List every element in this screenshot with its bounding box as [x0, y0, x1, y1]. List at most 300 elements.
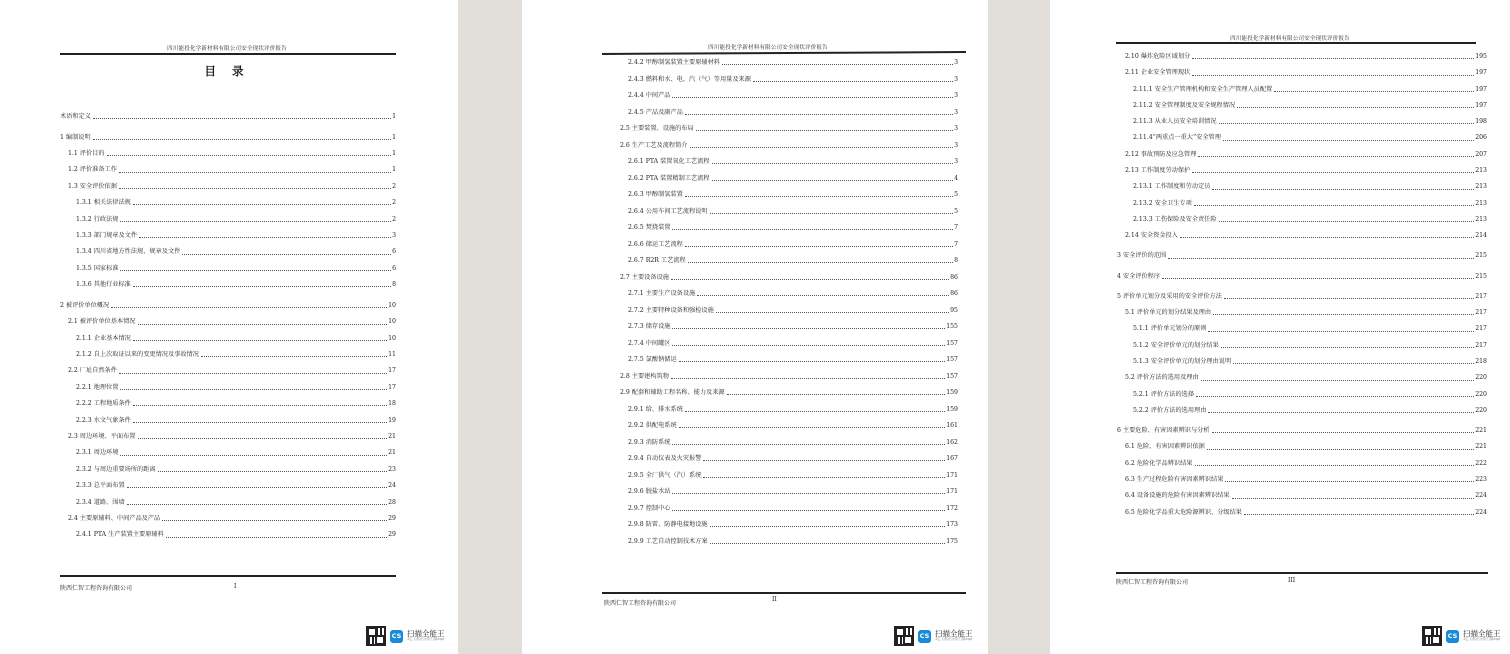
- toc-leader-dots: [703, 477, 945, 478]
- toc-entry: [612, 489, 958, 495]
- toc-entry-title: 5 评价单元划分及采用的安全评价方法: [1117, 292, 1222, 300]
- toc-entry-title: 2.9.1 给、排水系统: [628, 405, 683, 413]
- footer-rule: [602, 592, 966, 594]
- scanner-name: 扫描全能王: [407, 628, 445, 638]
- toc-leader-dots: [671, 279, 949, 280]
- qr-code-icon: [1422, 626, 1442, 646]
- toc-entry-page: 5: [954, 191, 958, 198]
- toc-entry: [612, 473, 958, 479]
- toc-leader-dots: [201, 356, 387, 357]
- toc-entry-title: 2.14 安全资金投入: [1125, 232, 1178, 240]
- toc-entry-title: 2.11.3 从业人员安全培训情况: [1133, 118, 1217, 126]
- toc-entry-page: 29: [388, 515, 396, 522]
- header-rule: [60, 53, 396, 55]
- toc-leader-dots: [1223, 140, 1474, 141]
- toc-entry-title: 2.1.2 自上次取证以来的变更情况及事故情况: [76, 351, 199, 359]
- page-sheet: [568, 0, 968, 620]
- document-page-3: [1050, 0, 1510, 654]
- toc-leader-dots: [672, 444, 945, 445]
- scanner-badge: [1422, 626, 1501, 646]
- toc-entry-title: 2.13.2 安全卫生专项: [1133, 199, 1192, 207]
- footer-company: 陕西仁智工程咨询有限公司: [60, 585, 133, 592]
- toc-leader-dots: [138, 324, 388, 325]
- toc-entry: [60, 233, 396, 239]
- toc-entry-page: 7: [954, 240, 958, 248]
- toc-entry-page: 207: [1475, 150, 1487, 158]
- toc-leader-dots: [1224, 298, 1474, 299]
- toc-entry: [612, 423, 958, 429]
- toc-leader-dots: [697, 295, 949, 296]
- toc-entry-page: 171: [946, 471, 958, 479]
- toc-entry-page: 215: [1475, 272, 1487, 280]
- toc-entry-page: 1: [392, 166, 396, 174]
- camscanner-logo-icon: CS: [918, 630, 931, 643]
- toc-leader-dots: [710, 526, 946, 527]
- toc-entry-title: 5.1 评价单元的划分结果及理由: [1125, 309, 1212, 317]
- toc-leader-dots: [162, 520, 387, 521]
- toc-entry: [60, 167, 396, 173]
- toc-entry-page: 217: [1475, 292, 1487, 300]
- toc-entry-page: 175: [946, 537, 958, 545]
- toc-leader-dots: [1213, 314, 1474, 315]
- toc-entry: [1117, 461, 1487, 467]
- page-title: 目 录: [204, 64, 250, 78]
- toc-entry: [60, 319, 396, 325]
- toc-entry: [60, 114, 396, 120]
- toc-entry-title: 1.3.4 四川省地方性法规、规章及文件: [76, 248, 181, 256]
- toc-entry-title: 2.6.4 公用车间工艺流程说明: [628, 207, 708, 215]
- toc-entry: [1117, 428, 1487, 434]
- toc-leader-dots: [672, 97, 953, 98]
- toc-entry-page: 218: [1475, 358, 1487, 366]
- toc-leader-dots: [166, 537, 387, 538]
- toc-leader-dots: [672, 345, 945, 346]
- toc-entry: [60, 249, 396, 255]
- toc-entry: [612, 324, 958, 330]
- page-header: 四川能投化学新材料有限公司安全现状评价报告: [167, 46, 287, 52]
- toc-entry-page: 217: [1475, 309, 1487, 317]
- toc-entry: [612, 159, 958, 165]
- toc-entry-title: 2.7.1 主要生产设备设施: [628, 290, 696, 297]
- toc-leader-dots: [716, 312, 949, 313]
- toc-entry-title: 2.9.4 自动仪表及火灾报警: [628, 455, 702, 462]
- toc-leader-dots: [672, 229, 953, 230]
- toc-entry-title: 2.2.2 工程地质条件: [76, 400, 131, 408]
- toc-entry-title: 2 被评价单位概况: [60, 301, 110, 309]
- scanner-badge: [366, 626, 445, 646]
- qr-code-icon: [894, 626, 914, 646]
- toc-entry-page: 21: [388, 433, 396, 441]
- toc-entry: [60, 450, 396, 456]
- toc-entry-title: 3 安全评价的范围: [1117, 252, 1167, 260]
- toc-entry: [612, 242, 958, 248]
- toc-entry-title: 2.2.3 水文气象条件: [76, 416, 131, 424]
- toc-entry-title: 2.11 企业安全管理现状: [1125, 69, 1191, 77]
- toc-entry: [612, 506, 958, 512]
- toc-entry-title: 2.11.4“两重点一重大”安全管理: [1133, 134, 1221, 142]
- toc-entry: [612, 126, 958, 132]
- toc-leader-dots: [685, 114, 953, 115]
- toc-entry: [612, 60, 958, 66]
- toc-entry-title: 6.2 危险化学品辨识结果: [1125, 459, 1193, 467]
- toc-leader-dots: [753, 81, 953, 82]
- toc-entry-page: 157: [946, 372, 958, 380]
- toc-leader-dots: [1201, 380, 1475, 381]
- toc-entry-title: 5.1.1 评价单元划分的原则: [1133, 325, 1207, 333]
- toc-entry: [612, 291, 958, 297]
- toc-entry: [60, 467, 396, 473]
- toc-leader-dots: [107, 155, 392, 156]
- toc-entry-title: 2.12 事故预防及应急管理: [1125, 150, 1197, 158]
- toc-entry: [60, 282, 396, 288]
- toc-entry: [612, 143, 958, 149]
- toc-entry-title: 6.3 生产过程危险有害因素辨识结果: [1125, 476, 1224, 484]
- page-gap: [458, 0, 522, 654]
- toc-leader-dots: [671, 378, 945, 379]
- toc-entry-page: 3: [954, 75, 958, 83]
- toc-leader-dots: [685, 246, 953, 247]
- toc-entry-title: 6.4 设备设施的危险有害因素辨识结果: [1125, 492, 1230, 500]
- toc-leader-dots: [1219, 221, 1475, 222]
- toc-leader-dots: [1168, 258, 1474, 259]
- toc-entry-title: 1.2 评价准备工作: [68, 166, 117, 174]
- toc-entry-title: 2.4.2 甲醇制氢装置主要原辅材料: [628, 59, 720, 66]
- toc-entry-page: 6: [392, 248, 396, 256]
- toc-entry-title: 2.9.3 消防系统: [628, 438, 671, 446]
- toc-entry-title: 2.8 主要建构筑物: [620, 372, 669, 380]
- toc-entry: [612, 275, 958, 281]
- toc-entry-page: 95: [950, 306, 958, 314]
- toc-entry-title: 4 安全评价程序: [1117, 272, 1161, 280]
- toc-entry-title: 2.9 配套和辅助工程名称、能力及来源: [620, 389, 725, 396]
- toc-leader-dots: [127, 504, 387, 505]
- toc-leader-dots: [1192, 75, 1474, 76]
- toc-entry-title: 2.6.7 R2R 工艺流程: [628, 257, 686, 264]
- toc-leader-dots: [1192, 58, 1474, 59]
- toc-entry: [1117, 70, 1487, 76]
- toc-entry: [1117, 294, 1487, 300]
- toc-entry-page: 21: [388, 449, 396, 457]
- toc-entry-page: 17: [388, 383, 396, 391]
- toc-entry-page: 197: [1475, 101, 1487, 109]
- toc-leader-dots: [1274, 91, 1474, 92]
- scanner-badge: [894, 626, 973, 646]
- toc-entry-page: 173: [946, 521, 958, 528]
- toc-entry: [612, 110, 958, 116]
- toc-entry: [1117, 310, 1487, 316]
- toc-leader-dots: [712, 163, 953, 164]
- toc-entry: [1117, 87, 1487, 93]
- toc-entry-title: 2.3.1 周边环境: [76, 449, 119, 457]
- toc-entry-page: 7: [954, 224, 958, 231]
- toc-entry: [1117, 392, 1487, 398]
- toc-entry-title: 1.1 评价目的: [68, 150, 105, 158]
- toc-entry: [60, 200, 396, 206]
- toc-entry: [60, 135, 396, 141]
- toc-entry-title: 2.11.1 安全生产管理机构和安全生产管理人员配置: [1133, 85, 1273, 93]
- toc-leader-dots: [712, 180, 953, 181]
- toc-entry-page: 213: [1475, 215, 1487, 223]
- toc-entry-page: 5: [954, 207, 958, 215]
- toc-entry-page: 3: [954, 141, 958, 149]
- toc-entry: [60, 532, 396, 538]
- toc-entry-page: 10: [388, 334, 396, 342]
- toc-leader-dots: [679, 427, 946, 428]
- toc-leader-dots: [1212, 432, 1475, 433]
- page-number: II: [772, 596, 777, 603]
- page-header: 四川能投化学新材料有限公司安全现状评价报告: [1230, 36, 1350, 42]
- toc-entry-title: 2.9.9 工艺自动控制技术方案: [628, 537, 708, 545]
- toc-entry-page: 215: [1475, 252, 1487, 260]
- toc-leader-dots: [111, 307, 387, 308]
- toc-leader-dots: [93, 118, 391, 119]
- toc-list: [60, 114, 396, 539]
- toc-entry-title: 2.10 爆炸危险区域划分: [1125, 53, 1191, 60]
- toc-entry-title: 2.2 厂址自然条件: [68, 367, 117, 375]
- toc-entry-page: 217: [1475, 341, 1487, 349]
- toc-entry: [1117, 326, 1487, 332]
- toc-entry-title: 6.1 危险、有害因素辨识依据: [1125, 443, 1205, 451]
- toc-entry-page: 18: [388, 400, 396, 408]
- toc-leader-dots: [679, 361, 946, 362]
- toc-entry-page: 172: [946, 504, 958, 512]
- toc-entry-title: 2.7.4 中间罐区: [628, 339, 671, 347]
- toc-leader-dots: [722, 64, 953, 65]
- toc-entry-page: 2: [392, 199, 396, 207]
- toc-entry-title: 2.7.3 储存设施: [628, 323, 671, 330]
- toc-leader-dots: [120, 221, 391, 222]
- toc-leader-dots: [127, 487, 387, 488]
- toc-entry-title: 2.3 周边环境、平面布置: [68, 433, 136, 441]
- toc-entry: [1117, 201, 1487, 207]
- toc-entry: [1117, 253, 1487, 259]
- toc-entry-page: 8: [392, 281, 396, 289]
- toc-leader-dots: [1244, 514, 1474, 515]
- toc-entry-title: 5.2.2 评价方法的选用理由: [1133, 406, 1207, 414]
- toc-entry-title: 2.9.2 供配电系统: [628, 422, 677, 429]
- toc-entry-page: 171: [946, 488, 958, 495]
- toc-entry-title: 2.6.3 甲醇制氢装置: [628, 191, 683, 198]
- toc-entry: [1117, 510, 1487, 516]
- toc-entry-page: 220: [1475, 390, 1487, 398]
- toc-entry: [1117, 119, 1487, 125]
- toc-entry: [612, 539, 958, 545]
- toc-entry-page: 224: [1475, 508, 1487, 516]
- toc-leader-dots: [703, 460, 945, 461]
- toc-entry-title: 2.6.6 储运工艺流程: [628, 240, 683, 248]
- toc-entry-page: 3: [954, 158, 958, 165]
- toc-leader-dots: [1221, 347, 1474, 348]
- toc-entry-page: 3: [954, 59, 958, 66]
- toc-entry-title: 2.6.5 焚烧装置: [628, 224, 671, 231]
- toc-entry: [1117, 359, 1487, 365]
- toc-leader-dots: [1212, 189, 1474, 190]
- toc-leader-dots: [1198, 156, 1474, 157]
- toc-entry-title: 1.3.5 国家标准: [76, 264, 119, 272]
- footer-rule: [60, 575, 396, 577]
- page-sheet: [1080, 0, 1500, 615]
- toc-entry-page: 224: [1475, 492, 1487, 500]
- toc-entry: [612, 93, 958, 99]
- toc-leader-dots: [1237, 107, 1474, 108]
- scanner-tagline: 3亿人都在用的扫描App: [407, 637, 445, 642]
- toc-leader-dots: [696, 130, 953, 131]
- toc-entry-title: 2.9.8 防雷、防静电接地设施: [628, 521, 708, 528]
- toc-entry-title: 2.3.4 道路、围墙: [76, 498, 125, 506]
- toc-entry-title: 5.2.1 评价方法的选择: [1133, 390, 1195, 398]
- toc-leader-dots: [119, 188, 391, 189]
- toc-entry-page: 1: [392, 133, 396, 141]
- toc-entry-page: 11: [388, 351, 396, 359]
- toc-leader-dots: [672, 328, 945, 329]
- toc-leader-dots: [688, 262, 953, 263]
- toc-leader-dots: [685, 411, 945, 412]
- page-header: 四川能投化学新材料有限公司安全现状评价报告: [708, 45, 828, 51]
- toc-list: [1117, 54, 1487, 516]
- toc-entry-page: 86: [950, 273, 958, 281]
- toc-entry-title: 2.11.2 安全管理制度及安全规程情况: [1133, 101, 1236, 109]
- toc-entry-page: 1: [392, 113, 396, 120]
- toc-leader-dots: [93, 139, 391, 140]
- toc-entry: [612, 522, 958, 528]
- toc-leader-dots: [1208, 412, 1474, 413]
- toc-entry: [612, 192, 958, 198]
- toc-entry-page: 220: [1475, 406, 1487, 414]
- toc-entry-title: 1.3.2 行政法规: [76, 215, 119, 223]
- toc-entry-page: 167: [946, 455, 958, 462]
- scanner-name: 扫描全能王: [1463, 628, 1501, 638]
- toc-entry-page: 3: [954, 125, 958, 132]
- toc-entry-page: 157: [946, 339, 958, 347]
- toc-entry-title: 2.3.2 与周边重要场所的距离: [76, 465, 156, 473]
- toc-entry-page: 3: [954, 92, 958, 99]
- toc-entry-page: 2: [392, 215, 396, 223]
- toc-entry-title: 2.7.5 氯酸钠储运: [628, 356, 677, 363]
- toc-entry: [60, 336, 396, 342]
- toc-entry: [1117, 168, 1487, 174]
- toc-entry-page: 24: [388, 482, 396, 490]
- toc-entry: [1117, 274, 1487, 280]
- toc-leader-dots: [133, 204, 391, 205]
- page-gap: [988, 0, 1050, 654]
- toc-entry: [60, 401, 396, 407]
- toc-entry: [60, 303, 396, 309]
- toc-leader-dots: [690, 147, 954, 148]
- toc-entry: [612, 176, 958, 182]
- toc-entry-page: 3: [392, 232, 396, 240]
- toc-entry: [60, 385, 396, 391]
- toc-entry: [60, 151, 396, 157]
- toc-entry: [612, 77, 958, 83]
- toc-entry-title: 2.3.3 总平面布置: [76, 482, 125, 490]
- toc-entry-title: 5.1.3 安全评价单元的划分理由说明: [1133, 358, 1232, 366]
- toc-entry-title: 2.9.6 脱盐水站: [628, 488, 671, 495]
- qr-code-icon: [366, 626, 386, 646]
- toc-entry-title: 2.2.1 地理位置: [76, 383, 119, 391]
- toc-entry-page: 197: [1475, 69, 1487, 77]
- toc-entry: [612, 390, 958, 396]
- toc-entry-page: 195: [1475, 53, 1487, 60]
- toc-entry-page: 3: [954, 108, 958, 116]
- toc-list: [612, 60, 958, 545]
- toc-leader-dots: [1233, 363, 1474, 364]
- toc-entry-page: 10: [388, 318, 396, 326]
- toc-entry-title: 1 编制说明: [60, 133, 91, 141]
- toc-entry-title: 2.6.1 PTA 装置氧化工艺流程: [628, 158, 710, 165]
- toc-entry: [1117, 477, 1487, 483]
- toc-entry: [1117, 375, 1487, 381]
- toc-entry: [612, 357, 958, 363]
- toc-entry: [1117, 408, 1487, 414]
- camscanner-logo-icon: CS: [390, 630, 403, 643]
- toc-leader-dots: [710, 543, 946, 544]
- toc-entry-title: 2.1.1 企业基本情况: [76, 334, 131, 342]
- toc-entry-title: 2.4.5 产品及副产品: [628, 108, 683, 116]
- toc-entry-page: 86: [950, 290, 958, 297]
- scanner-tagline: 3亿人都在用的扫描App: [935, 637, 973, 642]
- footer-rule: [1116, 572, 1488, 574]
- toc-leader-dots: [133, 340, 387, 341]
- toc-entry-page: 206: [1475, 134, 1487, 142]
- toc-entry-page: 6: [392, 264, 396, 272]
- toc-leader-dots: [1195, 465, 1475, 466]
- toc-entry-title: 2.1 被评价单位基本情况: [68, 318, 136, 326]
- toc-entry-title: 6 主要危险、有害因素辨识与分析: [1117, 427, 1210, 435]
- toc-entry-page: 155: [946, 323, 958, 330]
- toc-leader-dots: [133, 422, 387, 423]
- toc-leader-dots: [1196, 396, 1474, 397]
- toc-entry: [612, 407, 958, 413]
- toc-entry: [1117, 135, 1487, 141]
- toc-leader-dots: [119, 172, 391, 173]
- toc-entry-title: 2.4.3 燃料和水、电、汽（气）等用量及来源: [628, 75, 751, 83]
- toc-leader-dots: [158, 471, 388, 472]
- toc-entry-page: 198: [1475, 118, 1487, 126]
- toc-entry: [60, 217, 396, 223]
- toc-entry: [60, 418, 396, 424]
- toc-entry: [612, 440, 958, 446]
- toc-entry: [612, 258, 958, 264]
- toc-entry: [612, 456, 958, 462]
- page-number: I: [234, 583, 237, 590]
- toc-entry-title: 2.7 主要设备设施: [620, 273, 669, 281]
- toc-entry-page: 28: [388, 498, 396, 506]
- toc-entry: [1117, 184, 1487, 190]
- toc-entry-page: 8: [954, 257, 958, 264]
- toc-entry-page: 4: [954, 174, 958, 182]
- toc-entry-page: 157: [946, 356, 958, 363]
- toc-entry-title: 2.9.5 全厂供气（汽）系统: [628, 471, 702, 479]
- toc-entry-page: 161: [946, 422, 958, 429]
- document-page-2: [522, 0, 988, 654]
- toc-entry-page: 23: [388, 465, 396, 473]
- toc-leader-dots: [120, 270, 391, 271]
- toc-leader-dots: [1194, 205, 1474, 206]
- toc-leader-dots: [1225, 481, 1474, 482]
- toc-entry: [60, 516, 396, 522]
- toc-entry-page: 29: [388, 531, 396, 539]
- toc-entry-title: 1.3.1 相关法律法规: [76, 199, 131, 207]
- scanner-tagline: 3亿人都在用的扫描App: [1463, 637, 1501, 642]
- toc-leader-dots: [685, 196, 953, 197]
- toc-entry-page: 222: [1475, 459, 1487, 467]
- toc-entry: [612, 374, 958, 380]
- toc-entry-title: 2.6 生产工艺及流程简介: [620, 141, 688, 149]
- toc-entry-title: 2.13.1 工作制度和劳动定员: [1133, 183, 1211, 191]
- page-sheet: [24, 0, 430, 615]
- toc-entry-title: 2.4.4 中间产品: [628, 92, 671, 99]
- toc-leader-dots: [138, 438, 388, 439]
